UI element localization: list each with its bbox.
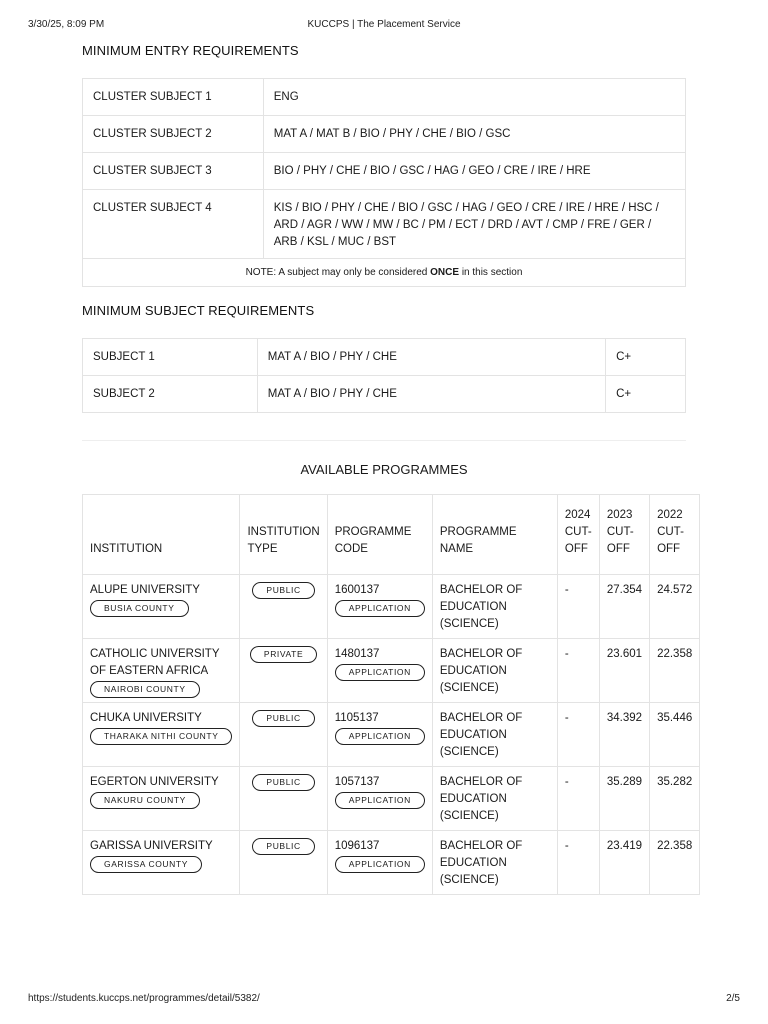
programme-code: 1105137 <box>334 712 379 724</box>
programme-code: 1600137 <box>334 584 380 596</box>
cutoff-2023: 27.354 <box>599 575 649 639</box>
col-programme-code: PROGRAMME CODE <box>327 495 432 575</box>
institution-type-badge: PUBLIC <box>252 838 314 855</box>
institution-type-badge: PUBLIC <box>252 582 314 599</box>
table-row <box>83 831 700 895</box>
cutoff-2024: - <box>557 575 599 639</box>
print-url: https://students.kuccps.net/programmes/detail/5382/ <box>28 993 260 1004</box>
subject-label: SUBJECT 2 <box>83 376 258 413</box>
cluster-label: CLUSTER SUBJECT 3 <box>83 153 264 190</box>
institution-name: EGERTON UNIVERSITY <box>90 776 219 788</box>
cutoff-2023: 23.419 <box>599 831 649 895</box>
print-title: KUCCPS | The Placement Service <box>307 19 461 30</box>
col-institution: INSTITUTION <box>83 495 240 575</box>
programmes-heading: AVAILABLE PROGRAMMES <box>300 462 468 477</box>
county-badge: NAKURU COUNTY <box>90 792 200 809</box>
subject-options: MAT A / BIO / PHY / CHE <box>257 339 605 376</box>
table-row <box>83 767 700 831</box>
county-badge: NAIROBI COUNTY <box>90 681 200 698</box>
min-entry-heading: MINIMUM ENTRY REQUIREMENTS <box>82 43 299 58</box>
cluster-label: CLUSTER SUBJECT 1 <box>83 79 264 116</box>
cutoff-2022: 35.446 <box>650 703 700 767</box>
county-badge: BUSIA COUNTY <box>90 600 189 617</box>
programme-name: BACHELOR OF EDUCATION (SCIENCE) <box>432 639 557 703</box>
table-row <box>83 376 686 413</box>
cluster-value: ENG <box>263 79 685 116</box>
cutoff-2024: - <box>557 831 599 895</box>
programme-code: 1480137 <box>334 648 380 660</box>
table-row <box>83 703 700 767</box>
cutoff-2023: 23.601 <box>599 639 649 703</box>
cutoff-2023: 34.392 <box>599 703 649 767</box>
cutoff-2024: - <box>557 767 599 831</box>
cutoff-2024: - <box>557 639 599 703</box>
cluster-value: BIO / PHY / CHE / BIO / GSC / HAG / GEO / CRE / IRE / HRE <box>263 153 685 190</box>
cutoff-2022: 35.282 <box>650 767 700 831</box>
cutoff-2022: 24.572 <box>650 575 700 639</box>
note-prefix: NOTE: A subject may only be considered <box>245 267 428 278</box>
application-button[interactable]: APPLICATION <box>335 600 425 617</box>
print-footer <box>28 993 740 1007</box>
cluster-label: CLUSTER SUBJECT 4 <box>83 190 264 259</box>
institution-name: GARISSA UNIVERSITY <box>90 840 213 852</box>
programme-code: 1096137 <box>334 840 380 852</box>
section-divider <box>82 440 686 441</box>
application-button[interactable]: APPLICATION <box>335 792 425 809</box>
cluster-note <box>83 259 686 287</box>
subject-options: MAT A / BIO / PHY / CHE <box>257 376 605 413</box>
institution-name: ALUPE UNIVERSITY <box>90 584 200 596</box>
col-cutoff-2024: 2024 CUT-OFF <box>557 495 599 575</box>
county-badge: GARISSA COUNTY <box>90 856 202 873</box>
programmes-table <box>82 494 700 895</box>
institution-type-badge: PUBLIC <box>252 774 314 791</box>
table-row <box>83 639 700 703</box>
county-badge: THARAKA NITHI COUNTY <box>90 728 232 745</box>
subject-label: SUBJECT 1 <box>83 339 258 376</box>
programme-code: 1057137 <box>334 776 380 788</box>
table-row <box>83 153 686 190</box>
cluster-label: CLUSTER SUBJECT 2 <box>83 116 264 153</box>
col-cutoff-2022: 2022 CUT-OFF <box>650 495 700 575</box>
table-row <box>83 259 686 287</box>
min-subject-heading: MINIMUM SUBJECT REQUIREMENTS <box>82 303 315 318</box>
cutoff-2022: 22.358 <box>650 639 700 703</box>
table-row <box>83 79 686 116</box>
subject-grade: C+ <box>606 339 686 376</box>
institution-type-badge: PUBLIC <box>252 710 314 727</box>
application-button[interactable]: APPLICATION <box>335 664 425 681</box>
page-number: 2/5 <box>726 993 740 1004</box>
col-cutoff-2023: 2023 CUT-OFF <box>599 495 649 575</box>
subject-grade: C+ <box>606 376 686 413</box>
institution-type-badge: PRIVATE <box>250 646 317 663</box>
cluster-value: MAT A / MAT B / BIO / PHY / CHE / BIO / GSC <box>263 116 685 153</box>
application-button[interactable]: APPLICATION <box>335 856 425 873</box>
institution-name: CATHOLIC UNIVERSITY OF EASTERN AFRICA <box>90 648 220 677</box>
programme-name: BACHELOR OF EDUCATION (SCIENCE) <box>432 767 557 831</box>
table-row <box>83 575 700 639</box>
table-row <box>83 116 686 153</box>
note-emphasis: ONCE <box>430 267 460 278</box>
programme-name: BACHELOR OF EDUCATION (SCIENCE) <box>432 831 557 895</box>
note-suffix: in this section <box>461 267 523 278</box>
programme-name: BACHELOR OF EDUCATION (SCIENCE) <box>432 703 557 767</box>
min-entry-table <box>82 78 686 287</box>
print-date: 3/30/25, 8:09 PM <box>28 19 105 30</box>
min-subject-table <box>82 338 686 413</box>
application-button[interactable]: APPLICATION <box>335 728 425 745</box>
cutoff-2024: - <box>557 703 599 767</box>
institution-name: CHUKA UNIVERSITY <box>90 712 202 724</box>
col-programme-name: PROGRAMME NAME <box>432 495 557 575</box>
print-header <box>28 19 740 33</box>
cluster-value: KIS / BIO / PHY / CHE / BIO / GSC / HAG / GEO / CRE / IRE / HRE / HSC / ARD / AGR / WW / MW / BC / PM / ECT / DRD / AVT / CMP / FRE / GER / ARB / KSL / MUC / BST <box>263 190 685 259</box>
programme-name: BACHELOR OF EDUCATION (SCIENCE) <box>432 575 557 639</box>
col-institution-type: INSTITUTION TYPE <box>240 495 327 575</box>
table-row <box>83 190 686 259</box>
cutoff-2023: 35.289 <box>599 767 649 831</box>
cutoff-2022: 22.358 <box>650 831 700 895</box>
table-header-row <box>83 495 700 575</box>
table-row <box>83 339 686 376</box>
